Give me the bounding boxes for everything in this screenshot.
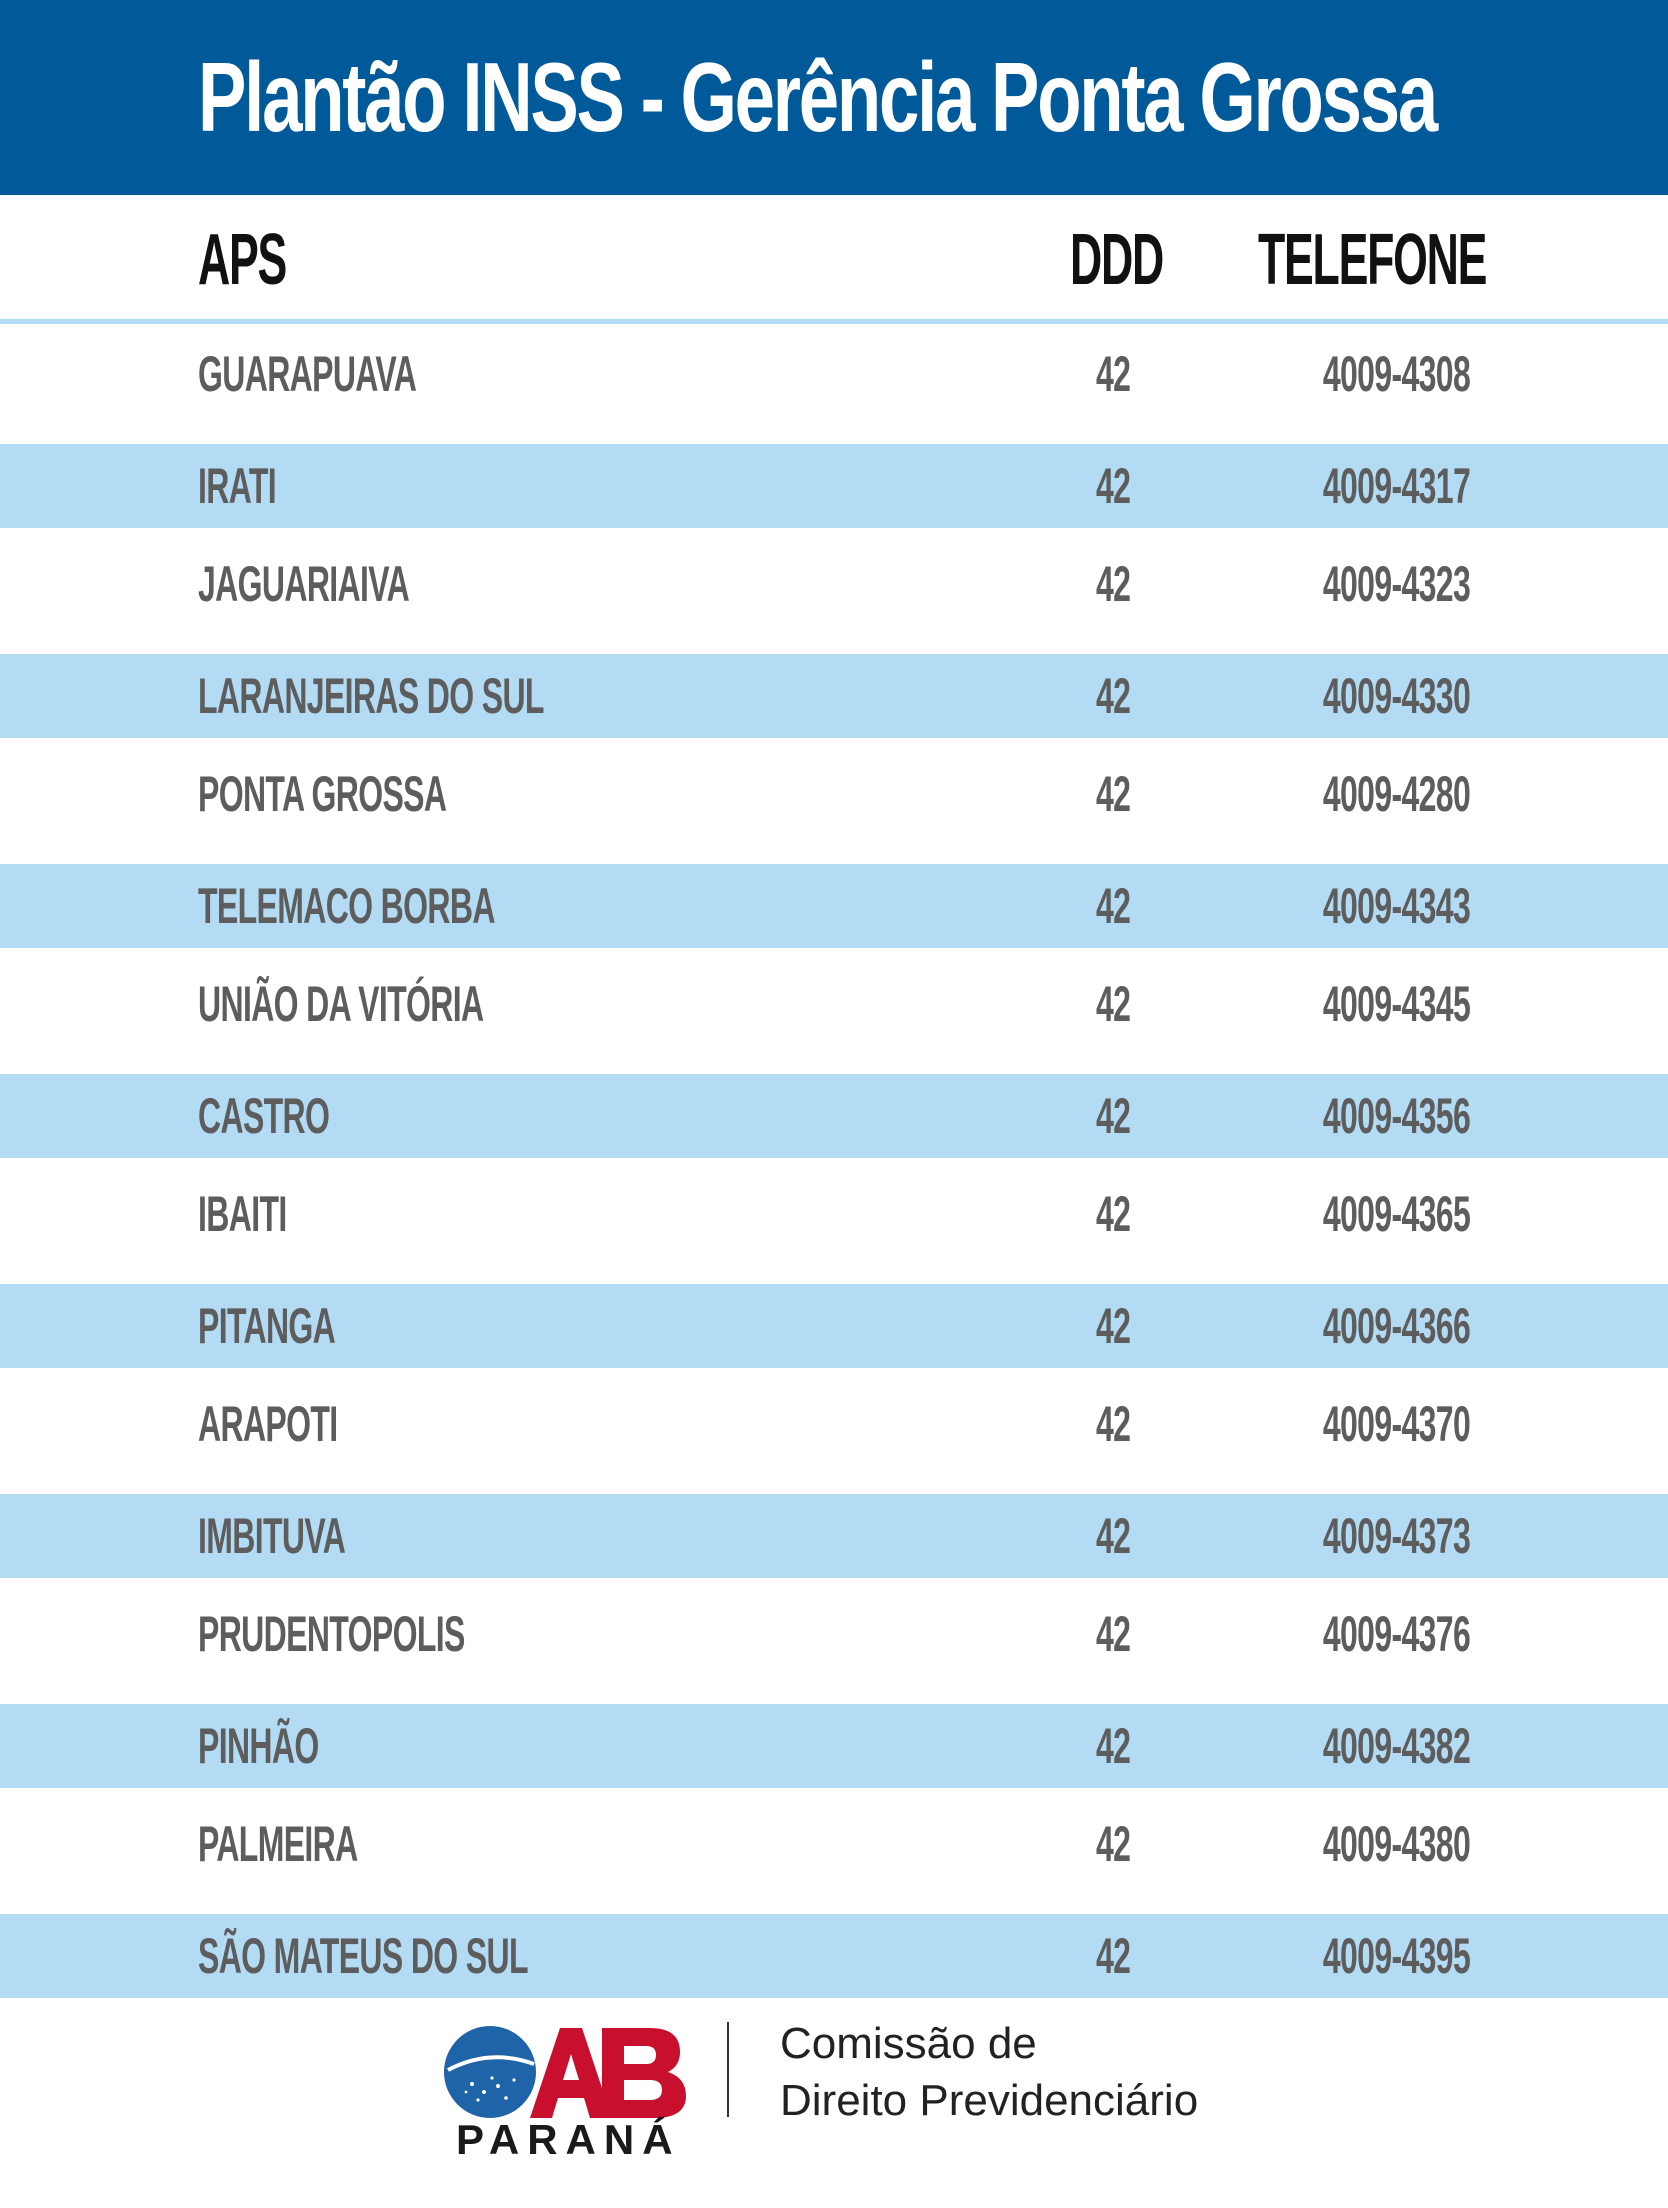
- table-row: [0, 962, 1668, 1046]
- phone-number: 4009-4373: [1322, 1508, 1470, 1564]
- committee-name: [780, 2015, 1198, 2129]
- column-header-telefone: TELEFONE: [1258, 220, 1487, 300]
- aps-name: SÃO MATEUS DO SUL: [198, 1928, 528, 1984]
- phone-number: 4009-4317: [1322, 458, 1470, 514]
- ddd-code: 42: [1096, 1508, 1131, 1564]
- column-header-ddd: DDD: [1070, 220, 1163, 300]
- table-row: [0, 1172, 1668, 1256]
- page-header: [0, 0, 1668, 195]
- aps-name: PALMEIRA: [198, 1816, 358, 1872]
- oab-logo-a-shape: [530, 2028, 612, 2118]
- ddd-code: 42: [1096, 1718, 1131, 1774]
- table-row: [0, 542, 1668, 626]
- aps-name: IMBITUVA: [198, 1508, 346, 1564]
- table-row: [0, 1074, 1668, 1158]
- ddd-code: 42: [1096, 1088, 1131, 1144]
- footer-divider: [727, 2022, 729, 2117]
- aps-name: TELEMACO BORBA: [198, 878, 495, 934]
- table-row: [0, 752, 1668, 836]
- ddd-code: 42: [1096, 346, 1131, 402]
- aps-name: IRATI: [198, 458, 276, 514]
- phone-number: 4009-4370: [1322, 1396, 1470, 1452]
- aps-name: UNIÃO DA VITÓRIA: [198, 976, 484, 1032]
- aps-name: JAGUARIAIVA: [198, 556, 410, 612]
- ddd-code: 42: [1096, 976, 1131, 1032]
- aps-name: LARANJEIRAS DO SUL: [198, 668, 544, 724]
- aps-name: PITANGA: [198, 1298, 336, 1354]
- phone-number: 4009-4380: [1322, 1816, 1470, 1872]
- aps-name: PRUDENTOPOLIS: [198, 1606, 465, 1662]
- ddd-code: 42: [1096, 1396, 1131, 1452]
- aps-name: ARAPOTI: [198, 1396, 338, 1452]
- header-divider: [0, 319, 1668, 324]
- aps-name: CASTRO: [198, 1088, 330, 1144]
- aps-name: GUARAPUAVA: [198, 346, 417, 402]
- column-header-aps: APS: [198, 220, 287, 300]
- phone-number: 4009-4345: [1322, 976, 1470, 1032]
- aps-name: IBAITI: [198, 1186, 287, 1242]
- aps-name: PONTA GROSSA: [198, 766, 447, 822]
- phone-number: 4009-4365: [1322, 1186, 1470, 1242]
- table-row: [0, 1914, 1668, 1998]
- phone-number: 4009-4330: [1322, 668, 1470, 724]
- ddd-code: 42: [1096, 1298, 1131, 1354]
- ddd-code: 42: [1096, 458, 1131, 514]
- aps-name: PINHÃO: [198, 1718, 319, 1774]
- table-row: [0, 1284, 1668, 1368]
- table-row: [0, 1704, 1668, 1788]
- table-row: [0, 1494, 1668, 1578]
- table-row: [0, 1592, 1668, 1676]
- ddd-code: 42: [1096, 1186, 1131, 1242]
- phone-number: 4009-4395: [1322, 1928, 1470, 1984]
- ddd-code: 42: [1096, 1816, 1131, 1872]
- phone-number: 4009-4366: [1322, 1298, 1470, 1354]
- phone-number: 4009-4343: [1322, 878, 1470, 934]
- ddd-code: 42: [1096, 1606, 1131, 1662]
- table-row: [0, 1802, 1668, 1886]
- ddd-code: 42: [1096, 1928, 1131, 1984]
- committee-line-1: Comissão de: [780, 2019, 1037, 2068]
- ddd-code: 42: [1096, 766, 1131, 822]
- phone-number: 4009-4280: [1322, 766, 1470, 822]
- phone-number: 4009-4356: [1322, 1088, 1470, 1144]
- phone-number: 4009-4382: [1322, 1718, 1470, 1774]
- ddd-code: 42: [1096, 668, 1131, 724]
- ddd-code: 42: [1096, 878, 1131, 934]
- oab-region-label: PARANÁ: [456, 2116, 681, 2163]
- ddd-code: 42: [1096, 556, 1131, 612]
- phone-number: 4009-4308: [1322, 346, 1470, 402]
- phone-number: 4009-4376: [1322, 1606, 1470, 1662]
- committee-line-2: Direito Previdenciário: [780, 2076, 1199, 2125]
- table-row: [0, 1382, 1668, 1466]
- oab-logo-globe-icon: [444, 2026, 536, 2118]
- page-title: Plantão INSS - Gerência Ponta Grossa: [198, 42, 1436, 152]
- table-row: [0, 444, 1668, 528]
- table-row: [0, 332, 1668, 416]
- phone-number: 4009-4323: [1322, 556, 1470, 612]
- oab-logo-b-shape: [602, 2028, 686, 2118]
- table-row: [0, 864, 1668, 948]
- table-row: [0, 654, 1668, 738]
